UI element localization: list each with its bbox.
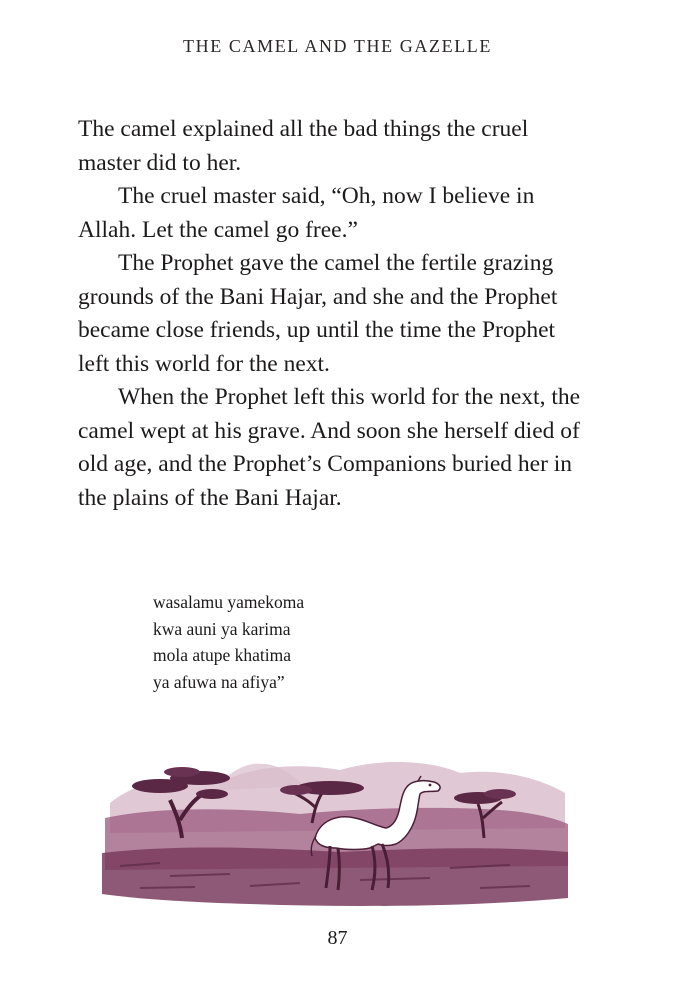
body-text <box>78 113 588 515</box>
verse-line: ya afuwa na afiya” <box>153 671 285 692</box>
page-number: 87 <box>327 927 348 949</box>
paragraph: The Prophet gave the camel the fertile grazing grounds of the Bani Hajar, and she and the Prophet became close friends, up until the time the Prophet left this world for the next. <box>78 250 558 377</box>
paragraph: When the Prophet left this world for the next, the camel wept at his grave. And soon she herself died of old age, and the Prophet’s Companions buried her in the plains of the Bani Hajar. <box>78 384 581 511</box>
running-title: THE CAMEL AND THE GAZELLE <box>183 36 492 56</box>
verse-line: kwa auni ya karima <box>153 618 291 639</box>
paragraph: The camel explained all the bad things the cruel master did to her. <box>78 116 529 176</box>
verse-line: mola atupe khatima <box>153 645 292 665</box>
verse <box>153 589 304 695</box>
camel-illustration <box>100 748 570 908</box>
paragraph: The cruel master said, “Oh, now I believe in Allah. Let the camel go free.” <box>78 183 535 243</box>
verse-line: wasalamu yamekoma <box>153 592 305 612</box>
